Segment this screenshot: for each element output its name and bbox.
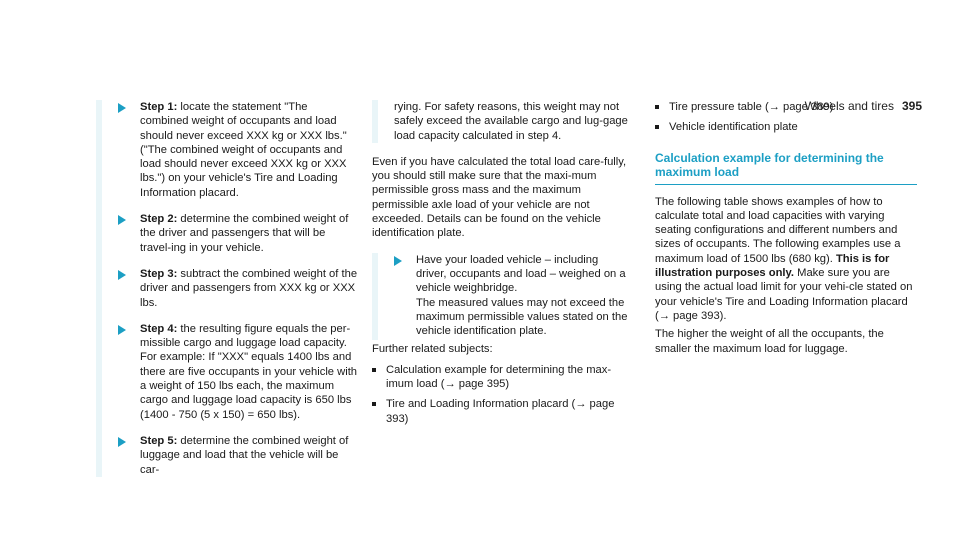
- related-list: [372, 363, 630, 426]
- bullet-icon: [372, 368, 376, 372]
- example-text-end: Make sure you are using the actual load limit for your vehi-cle stated on your vehicle's Tire and Loading Information placard (→ page 393).: [655, 267, 913, 322]
- step-label: Step 5:: [140, 434, 178, 447]
- related-link[interactable]: [372, 397, 630, 426]
- related-link[interactable]: [655, 120, 917, 134]
- step-4: [118, 322, 358, 434]
- related-link-text: Calculation example for determining the max-imum load (→ page 395): [386, 363, 612, 391]
- load-paragraph: Even if you have calculated the total load care-fully, you should still make sure that the maxi-mum permissible gross mass and the maximum permissible axle load of your vehicle are not exceeded. Details can be found on the vehicle identification plate.: [372, 155, 627, 240]
- step-text: subtract the combined weight of the driver and passengers from XXX kg or XXX lbs.: [140, 267, 358, 309]
- section-name: Wheels and tires: [804, 99, 894, 113]
- bullet-icon: [655, 125, 659, 129]
- step-label: Step 4:: [140, 322, 178, 335]
- step-arrow-icon: [118, 270, 126, 280]
- related-link-text: Tire and Loading Information placard (→ page 393): [386, 398, 615, 425]
- bullet-icon: [655, 105, 659, 109]
- step-arrow-icon: [118, 215, 126, 225]
- column-2: [372, 100, 630, 432]
- instruction-note: The measured values may not exceed the maximum permissible values stated on the vehicle identification plate.: [416, 296, 628, 338]
- step-1: [118, 100, 358, 212]
- step-5-continuation: [372, 100, 630, 143]
- column-1: [96, 100, 358, 477]
- illustration-note: This is for illustration purposes only.: [655, 252, 890, 280]
- related-link[interactable]: [372, 363, 630, 392]
- step-3: [118, 267, 358, 322]
- step-label: Step 1:: [140, 101, 178, 113]
- related-link[interactable]: [655, 100, 917, 114]
- step-text: locate the statement "The combined weight of occupants and load should never exceed XXX kg or XXX lbs." ("The combined weight of occupants and load should never exceed XXX kg or XXX lbs.") on your vehicle's Tire and Loading Information placard.: [140, 101, 347, 199]
- related-link-text: Tire pressure table (→ page 389): [669, 101, 834, 113]
- step-arrow-icon: [118, 437, 126, 447]
- column-3: [655, 100, 917, 356]
- page-number: 395: [901, 99, 922, 113]
- continuation-text: rying. For safety reasons, this weight may not safely exceed the available cargo and lug-gage load capacity calculated in step 4.: [394, 101, 628, 142]
- step-arrow-icon: [118, 103, 126, 113]
- related-link-text: Vehicle identification plate: [669, 121, 798, 134]
- section-heading: Calculation example for determining the maximum load: [655, 151, 917, 185]
- bullet-icon: [372, 402, 376, 406]
- example-paragraph: [655, 195, 917, 324]
- further-label: Further related subjects:: [372, 343, 493, 356]
- example-text: The following table shows examples of how to calculate total and load capacities with varying seating configurations and different numbers and sizes of occupants. The following examples use a maximum load of 1500 lbs (680 kg).: [655, 195, 901, 265]
- step-arrow-icon: [394, 256, 402, 266]
- step-2: [118, 212, 358, 267]
- step-label: Step 2:: [140, 213, 178, 226]
- step-text: determine the combined weight of the driver and passengers that will be travel-ing in your vehicle.: [140, 213, 349, 254]
- step-label: Step 3:: [140, 267, 178, 280]
- step-text: the resulting figure equals the per-missible cargo and luggage load capacity. For example: If "XXX" equals 1400 lbs and there are five occupants in your vehicle with a weight of 150 lbs each, the maximum cargo and luggage load capacity is 650 lbs (1400 - 750 (5 x 150) = 650 lbs).: [140, 322, 358, 421]
- step-text: determine the combined weight of luggage and load that the vehicle will be car-: [140, 434, 349, 476]
- instruction-block: [372, 253, 630, 341]
- step-5: [118, 434, 358, 477]
- weigh-instruction: [394, 253, 630, 339]
- occupant-weight-paragraph: The higher the weight of all the occupants, the smaller the maximum load for luggage.: [655, 328, 884, 355]
- instruction-text: Have your loaded vehicle – including driver, occupants and load – weighed on a vehicle weighbridge.: [416, 253, 626, 295]
- step-arrow-icon: [118, 325, 126, 335]
- related-list-cont: [655, 100, 917, 135]
- steps-block: [96, 100, 358, 477]
